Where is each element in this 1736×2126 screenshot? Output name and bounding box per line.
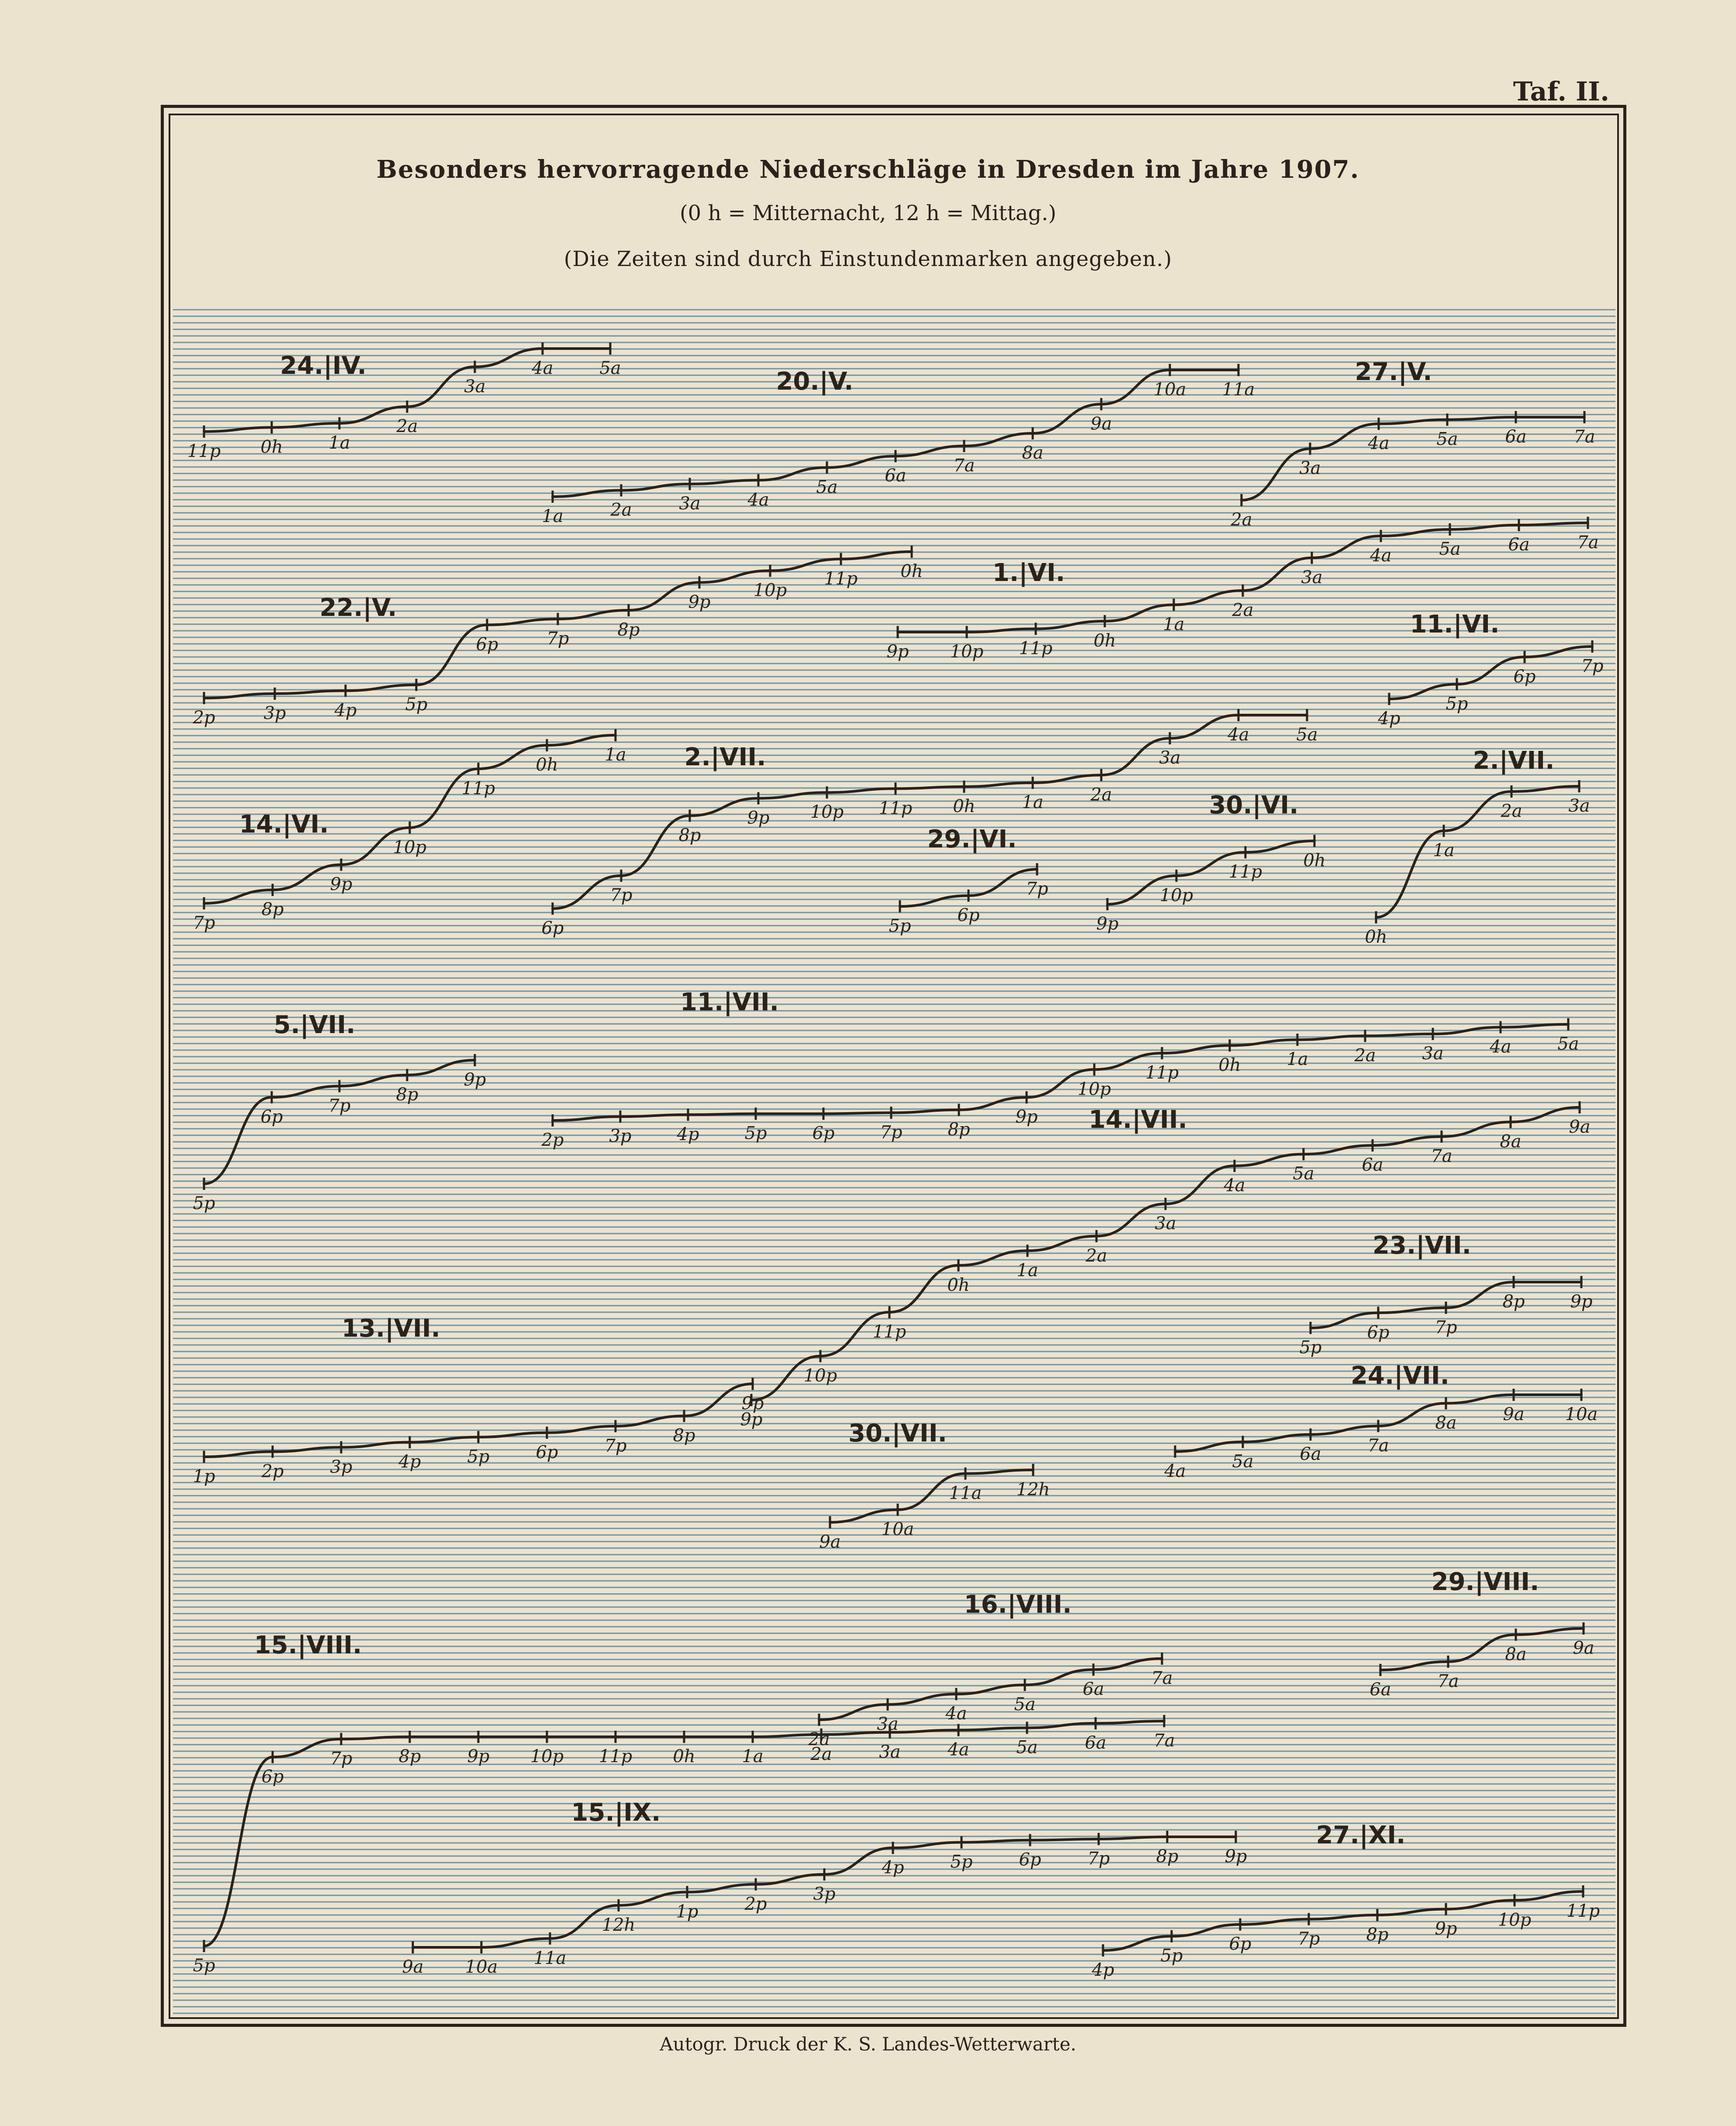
hour-label: 9a [1090, 414, 1112, 434]
hour-label: 4a [1228, 725, 1249, 745]
hour-label: 10p [1497, 1910, 1532, 1930]
hour-label: 6p [541, 918, 564, 938]
hour-label: 3a [464, 376, 486, 397]
hour-label: 8a [1435, 1413, 1457, 1433]
hour-label: 4a [1370, 546, 1392, 566]
hour-label: 11p [872, 1322, 906, 1342]
hour-label: 7p [610, 885, 633, 906]
hour-label: 5a [1232, 1451, 1254, 1472]
hour-label: 0h [1365, 927, 1387, 947]
hour-label: 8p [398, 1746, 421, 1767]
hour-label: 3a [877, 1714, 899, 1734]
hour-label: 9a [402, 1957, 424, 1977]
hour-label: 6a [1508, 535, 1530, 555]
hour-label: 1a [1286, 1049, 1308, 1070]
printer-credit: Autogr. Druck der K. S. Landes-Wetterwarte. [660, 2033, 1076, 2055]
hour-label: 8p [617, 620, 640, 640]
hour-label: 1p [676, 1901, 699, 1922]
hour-label: 6p [536, 1442, 558, 1462]
hour-label: 6p [1229, 1934, 1252, 1954]
hour-label: 5p [1160, 1946, 1183, 1966]
date-label: 30.|VI. [1209, 791, 1299, 819]
hour-label: 1a [1433, 840, 1455, 861]
hour-label: 6a [1362, 1155, 1383, 1175]
hour-label: 11p [824, 568, 858, 589]
hour-label: 5a [1016, 1737, 1038, 1758]
hour-label: 2a [1231, 510, 1252, 530]
hour-label: 5p [744, 1123, 767, 1144]
hour-label: 8p [673, 1425, 695, 1446]
hour-label: 5a [1557, 1034, 1579, 1054]
hour-label: 7p [880, 1122, 903, 1143]
hour-label: 3a [679, 494, 701, 514]
hour-label: 2a [396, 416, 418, 436]
plate-label: Taf. II. [1513, 76, 1609, 107]
hour-label: 6p [957, 905, 980, 926]
hour-label: 3a [1568, 796, 1590, 816]
hour-label: 2p [541, 1130, 564, 1150]
hour-label: 4a [945, 1704, 967, 1724]
hour-label: 2a [1232, 600, 1254, 620]
hour-label: 10a [1153, 380, 1186, 400]
hour-label: 7a [1577, 532, 1599, 553]
hour-label: 9a [1503, 1404, 1525, 1424]
hour-label: 12h [602, 1915, 636, 1935]
hour-label: 6p [261, 1766, 284, 1787]
hour-label: 5p [950, 1852, 973, 1872]
hour-label: 0h [673, 1746, 695, 1767]
hour-label: 10a [465, 1957, 498, 1977]
date-label: 15.|IX. [571, 1798, 661, 1827]
hour-label: 5p [193, 1193, 215, 1213]
hour-label: 5a [1436, 429, 1458, 449]
hour-label: 5a [1293, 1164, 1314, 1184]
hour-label: 7p [546, 629, 569, 649]
hour-label: 6a [1300, 1444, 1321, 1464]
hour-label: 4p [677, 1124, 699, 1144]
hour-label: 11a [1222, 380, 1255, 400]
hour-label: 0h [260, 437, 283, 457]
hour-label: 10p [950, 642, 984, 662]
hour-label: 0h [953, 796, 975, 816]
hour-label: 0h [536, 755, 558, 775]
hour-label: 3a [1159, 748, 1181, 768]
hour-label: 1a [1022, 792, 1044, 813]
hour-label: 9p [463, 1070, 486, 1090]
hour-label: 0h [1093, 631, 1116, 651]
hour-label: 11p [878, 798, 913, 819]
date-label: 22.|V. [319, 594, 397, 622]
hour-label: 4p [882, 1857, 904, 1878]
hour-label: 6a [1085, 1733, 1107, 1753]
hour-label: 1p [193, 1466, 215, 1486]
hour-label: 8a [1022, 443, 1044, 463]
hour-label: 9p [688, 592, 711, 612]
hour-label: 7p [1087, 1849, 1110, 1869]
hour-label: 9a [1569, 1117, 1591, 1137]
date-label: 15.|VIII. [254, 1631, 362, 1659]
hour-label: 8p [396, 1084, 418, 1105]
hour-label: 6a [1505, 427, 1527, 447]
hour-label: 5p [1299, 1338, 1322, 1358]
hour-label: 8a [1500, 1131, 1522, 1152]
hour-label: 7p [1297, 1929, 1320, 1949]
hour-label: 2p [744, 1894, 767, 1914]
hour-label: 7a [1153, 1731, 1175, 1751]
hour-label: 9p [330, 874, 353, 895]
hour-label: 8a [1505, 1644, 1527, 1665]
hour-label: 11p [1019, 638, 1053, 659]
hour-label: 6p [260, 1106, 283, 1127]
date-label: 24.|IV. [280, 352, 367, 380]
date-label: 2.|VII. [1473, 747, 1555, 775]
hour-label: 1a [1163, 614, 1185, 635]
date-label: 27.|XI. [1316, 1821, 1406, 1849]
hour-label: 5p [405, 694, 428, 715]
hour-label: 10p [393, 837, 427, 857]
hour-label: 4a [1224, 1175, 1245, 1196]
hour-label: 0h [1218, 1055, 1241, 1075]
date-label: 30.|VII. [848, 1419, 947, 1448]
hour-label: 9a [819, 1532, 841, 1552]
hour-label: 6a [1369, 1680, 1391, 1700]
hour-label: 9p [741, 1393, 764, 1414]
hour-label: 7a [1367, 1435, 1389, 1456]
hour-label: 2a [1354, 1045, 1376, 1066]
hour-label: 5a [1014, 1694, 1036, 1715]
hour-label: 11p [187, 441, 221, 461]
hour-label: 1a [329, 433, 350, 453]
hour-label: 8p [1156, 1846, 1179, 1867]
hour-label: 6a [1082, 1679, 1104, 1700]
hour-label: 3p [330, 1457, 353, 1477]
hour-label: 2a [808, 1729, 830, 1749]
hour-label: 7p [193, 913, 215, 933]
hour-label: 4p [1378, 709, 1401, 729]
hour-label: 3a [1155, 1213, 1176, 1234]
hour-label: 3p [263, 703, 286, 723]
hour-label: 9p [1435, 1919, 1457, 1939]
hour-label: 7p [1581, 656, 1604, 676]
hour-label: 4p [1092, 1960, 1114, 1980]
hour-label: 11p [1228, 862, 1262, 882]
date-label: 27.|V. [1355, 358, 1432, 386]
hour-label: 7p [604, 1435, 627, 1456]
hour-label: 11p [461, 778, 495, 799]
hour-label: 2a [1086, 1245, 1107, 1266]
hour-label: 3p [813, 1884, 836, 1905]
hour-label: 7a [1437, 1671, 1459, 1691]
date-label: 20.|V. [776, 367, 854, 396]
hour-label: 8p [261, 899, 284, 920]
chart-note: (Die Zeiten sind durch Einstundenmarken angegeben.) [564, 247, 1172, 271]
hour-label: 1a [542, 506, 564, 526]
hour-label: 6p [1367, 1322, 1390, 1343]
hour-label: 10a [1565, 1404, 1598, 1424]
hour-label: 5p [467, 1446, 490, 1467]
hour-label: 4p [398, 1452, 421, 1472]
chart-subtitle: (0 h = Mitternacht, 12 h = Mittag.) [679, 201, 1057, 225]
date-label: 11.|VII. [680, 988, 779, 1016]
hour-label: 4a [1490, 1037, 1511, 1057]
hour-label: 9p [1096, 914, 1119, 934]
hour-label: 7p [1435, 1317, 1457, 1338]
hour-label: 5p [193, 1956, 215, 1976]
hour-label: 9p [467, 1746, 490, 1767]
hour-label: 3a [1301, 567, 1323, 588]
hour-label: 9p [1224, 1846, 1247, 1867]
date-label: 16.|VIII. [964, 1590, 1072, 1619]
hour-label: 9p [747, 808, 770, 828]
date-label: 23.|VII. [1373, 1231, 1471, 1260]
precipitation-chart [173, 308, 1615, 2016]
hour-label: 0h [947, 1275, 970, 1295]
hour-label: 4a [1164, 1461, 1186, 1481]
hour-label: 6p [476, 634, 498, 655]
hour-label: 2p [261, 1461, 284, 1482]
hour-label: 6a [885, 466, 906, 486]
hour-label: 0h [900, 561, 923, 581]
hour-label: 5a [1439, 539, 1461, 559]
hour-label: 10p [1077, 1079, 1111, 1099]
date-label: 24.|VII. [1351, 1362, 1449, 1390]
hour-label: 1a [742, 1746, 764, 1767]
hour-label: 3a [879, 1742, 901, 1762]
date-label: 1.|VI. [992, 559, 1065, 587]
hour-label: 11p [598, 1746, 633, 1767]
hour-label: 7p [1026, 879, 1048, 899]
hour-label: 8p [1366, 1925, 1389, 1945]
hour-label: 6p [1513, 667, 1536, 687]
date-label: 29.|VIII. [1431, 1568, 1539, 1596]
hour-label: 11a [533, 1948, 567, 1968]
hour-label: 5p [889, 916, 911, 936]
hour-label: 7a [1573, 427, 1595, 447]
date-label: 14.|VI. [239, 810, 329, 839]
hour-label: 4a [948, 1739, 969, 1760]
hour-label: 9p [886, 642, 909, 662]
hour-label: 10a [881, 1519, 914, 1540]
hour-label: 9a [1573, 1638, 1594, 1658]
date-label: 5.|VII. [273, 1011, 356, 1039]
hour-label: 10p [530, 1746, 564, 1767]
hour-label: 0h [1303, 850, 1326, 871]
hour-label: 10p [810, 802, 844, 823]
hour-label: 4a [1368, 433, 1390, 454]
hour-label: 11p [1566, 1901, 1600, 1921]
date-label: 13.|VII. [342, 1314, 440, 1343]
hour-label: 2a [810, 1744, 832, 1764]
hour-label: 8p [948, 1119, 970, 1140]
hour-label: 4a [532, 358, 553, 378]
hour-label: 10p [753, 580, 787, 601]
hour-label: 5a [599, 358, 621, 378]
hour-label: 2a [610, 500, 632, 520]
hour-label: 5p [1446, 694, 1468, 714]
hour-label: 3p [609, 1126, 632, 1147]
hour-label: 6p [1019, 1849, 1041, 1870]
hour-label: 12h [1016, 1480, 1050, 1500]
hour-label: 11a [949, 1483, 982, 1504]
hour-label: 7p [328, 1096, 351, 1116]
hour-label: 2p [193, 708, 215, 728]
hour-label: 9p [1015, 1107, 1038, 1127]
hour-label: 8p [1502, 1292, 1525, 1312]
hour-label: 3a [1299, 458, 1321, 479]
date-label: 11.|VI. [1410, 610, 1500, 639]
hour-label: 2a [1501, 801, 1522, 821]
chart-title: Besonders hervorragende Niederschläge in Dresden im Jahre 1907. [376, 155, 1360, 184]
date-label: 14.|VII. [1089, 1106, 1187, 1134]
hour-label: 4a [747, 490, 769, 510]
hour-label: 5a [816, 477, 838, 498]
hour-label: 7a [1151, 1668, 1173, 1688]
hour-label: 1a [605, 745, 626, 765]
hour-label: 5a [1296, 725, 1318, 745]
hour-label: 9p [740, 1410, 763, 1430]
hour-label: 1a [1017, 1260, 1038, 1281]
hour-label: 7a [1431, 1146, 1452, 1166]
hour-label: 8p [678, 825, 701, 846]
hour-label: 9p [1570, 1292, 1593, 1312]
hour-label: 10p [803, 1365, 837, 1386]
date-label: 29.|VI. [927, 825, 1017, 854]
date-label: 2.|VII. [684, 743, 766, 771]
hour-label: 3a [1422, 1044, 1444, 1064]
hour-label: 2a [1090, 785, 1112, 805]
hour-label: 7a [953, 456, 975, 476]
hour-label: 4p [334, 700, 357, 721]
hour-label: 11p [1145, 1063, 1179, 1083]
hour-label: 6p [812, 1123, 835, 1144]
hour-label: 7p [330, 1749, 353, 1769]
hour-label: 10p [1159, 885, 1193, 906]
